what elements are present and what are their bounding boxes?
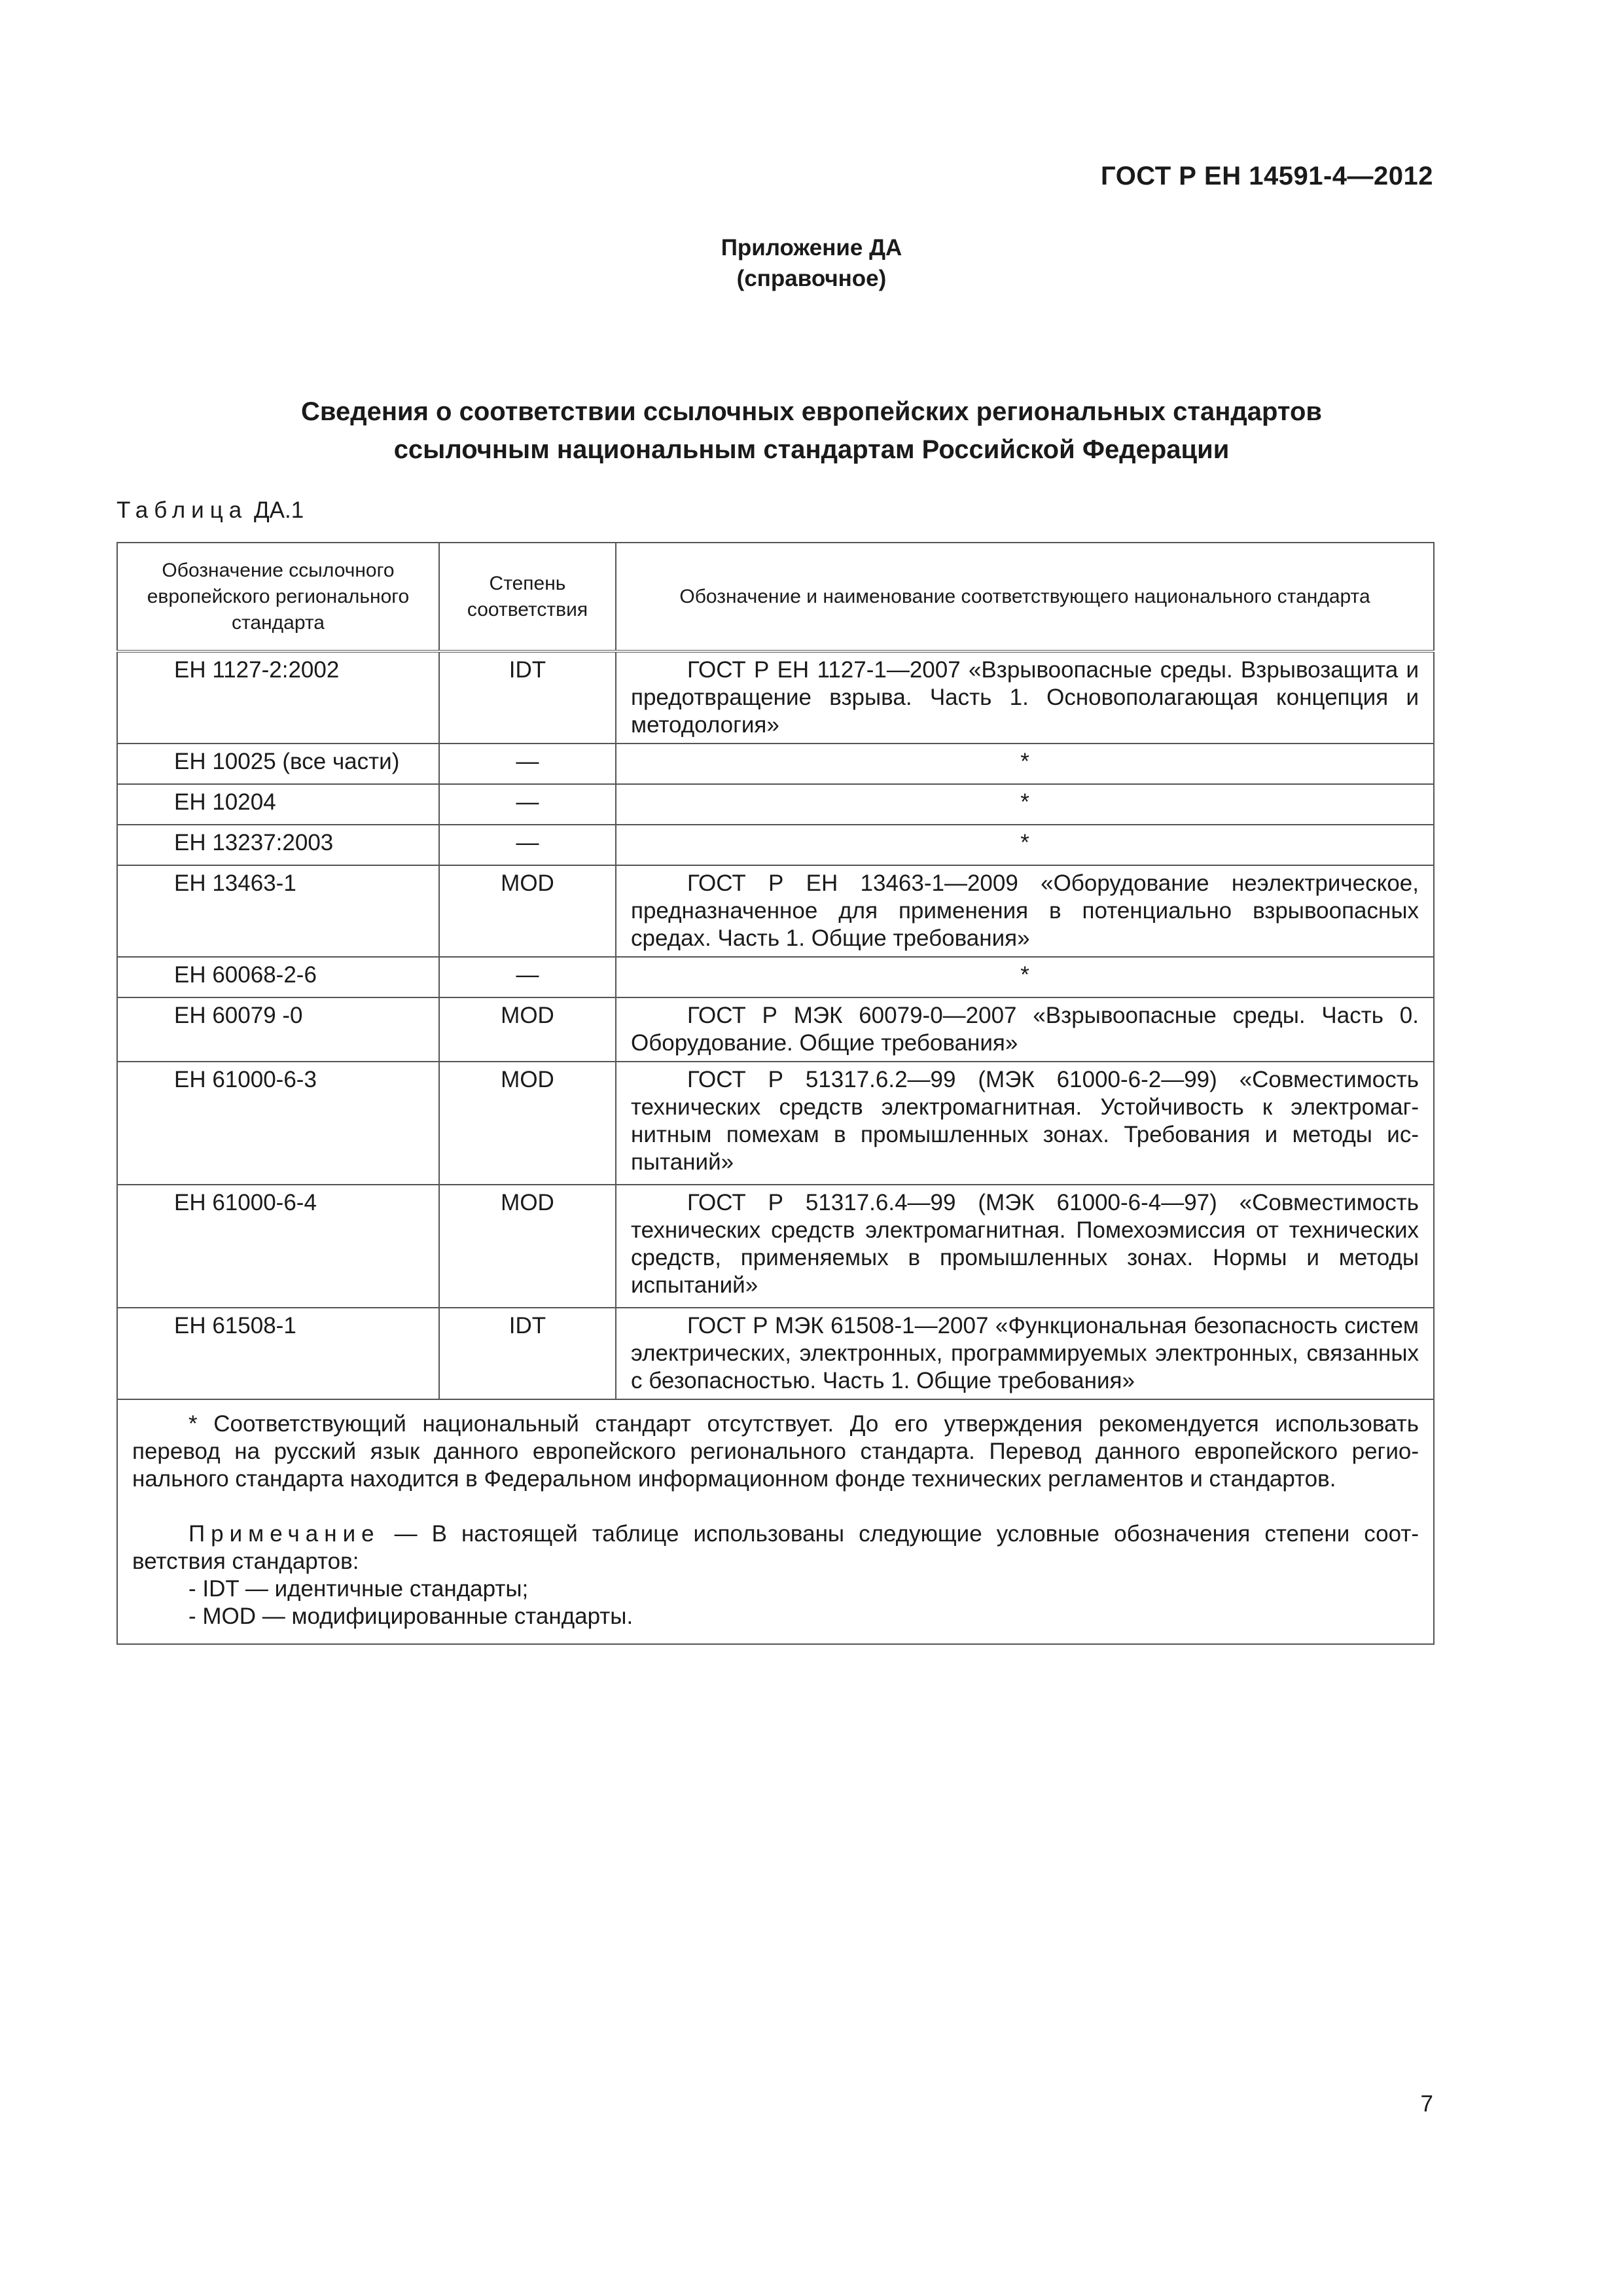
cell-national: [616, 865, 1434, 957]
cell-national: [616, 651, 1434, 744]
header-designation: Обозначение ссылочного европейского регионального стандарта: [117, 543, 439, 651]
table-label: [116, 497, 304, 524]
cell-degree: MOD: [439, 997, 616, 1062]
note: [132, 1520, 1419, 1575]
cell-designation: ЕН 10204: [117, 784, 439, 825]
cell-designation: ЕН 13237:2003: [117, 825, 439, 865]
header-degree: Степень соответствия: [439, 543, 616, 651]
main-title-line-1: Сведения о соответствии ссылочных европейских региональных стандартов: [301, 397, 1322, 426]
annex-subtitle: (справочное): [736, 266, 887, 291]
table-row: [117, 784, 1434, 825]
cell-national: *: [616, 825, 1434, 865]
cell-national: [616, 1185, 1434, 1308]
table-row: [117, 744, 1434, 784]
cell-designation: ЕН 60068-2-6: [117, 957, 439, 997]
cell-degree: MOD: [439, 865, 616, 957]
cell-national: *: [616, 957, 1434, 997]
cell-national-text: ГОСТ Р ЕН 1127-1—2007 «Взрывоопасные среды. Взрывозащита и предотвращение взрыва. Часть 1. Основополагающая концепция и методология»: [631, 657, 1419, 738]
cell-national: [616, 1308, 1434, 1399]
header-national-standard: Обозначение и наименование соответствующего национального стандарта: [616, 543, 1434, 651]
standards-table: [116, 542, 1435, 1645]
note-label: Примечание: [188, 1521, 380, 1547]
cell-national-text: ГОСТ Р МЭК 61508-1—2007 «Функциональная безопасность систем электрических, электронных, программируемых электронных, связанных с безопасностью. Часть 1. Общие требования»: [631, 1313, 1419, 1393]
cell-degree: MOD: [439, 1062, 616, 1185]
table-label-word: Таблица: [116, 497, 248, 523]
cell-degree: —: [439, 784, 616, 825]
main-title-line-2: ссылочным национальным стандартам Российской Федерации: [393, 435, 1230, 464]
cell-designation: ЕН 13463-1: [117, 865, 439, 957]
cell-designation: ЕН 61000-6-3: [117, 1062, 439, 1185]
cell-degree: —: [439, 957, 616, 997]
document-code: ГОСТ Р ЕН 14591-4—2012: [1101, 162, 1433, 190]
cell-national: *: [616, 744, 1434, 784]
table-row: [117, 825, 1434, 865]
cell-national-text: ГОСТ Р ЕН 13463-1—2009 «Оборудование неэлектрическое, предназначенное для применения в потенциально взрывоопасных средах. Часть 1. Общие требования»: [631, 870, 1419, 951]
note-text: — В настоящей таблице использованы следующие условные обозначения степени соответствия стандартов:: [132, 1521, 1419, 1574]
table-row: [117, 1308, 1434, 1399]
cell-degree: MOD: [439, 1185, 616, 1308]
table-row: [117, 1062, 1434, 1185]
cell-national-text: ГОСТ Р 51317.6.2—99 (МЭК 61000-6-2—99) «Совместимость технических средств электромагнитная. Устойчивость к электромагнитным помехам в промышленных зонах. Требования и методы испытаний»: [631, 1067, 1419, 1175]
cell-degree: IDT: [439, 1308, 616, 1399]
footnote-text: * Соответствующий национальный стандарт отсутствует. До его утверждения рекомендуется использовать перевод на русский язык данного европейского регионального стандарта. Перевод данного европейского регионального стандарта находится в Федеральном информационном фонде технических регламентов и стандартов.: [132, 1411, 1419, 1492]
main-title: [0, 393, 1623, 469]
cell-designation: ЕН 61000-6-4: [117, 1185, 439, 1308]
cell-designation: ЕН 10025 (все части): [117, 744, 439, 784]
cell-national-text: ГОСТ Р 51317.6.4—99 (МЭК 61000-6-4—97) «Совместимость технических средств электромагнитная. Помехоэмиссия от технических средств, применяемых в промышленных зонах. Нормы и методы испытаний»: [631, 1190, 1419, 1298]
note-item-mod: - MOD — модифицированные стандарты.: [188, 1604, 633, 1629]
note-item-idt: - IDT — идентичные стандарты;: [188, 1576, 529, 1602]
cell-designation: ЕН 60079 -0: [117, 997, 439, 1062]
cell-national: *: [616, 784, 1434, 825]
table-row: [117, 865, 1434, 957]
cell-designation: ЕН 1127-2:2002: [117, 651, 439, 744]
table-row: [117, 997, 1434, 1062]
page-number: 7: [1420, 2091, 1433, 2117]
annex-title: Приложение ДА: [721, 235, 902, 260]
table-footer-row: [117, 1399, 1434, 1644]
cell-national: [616, 997, 1434, 1062]
cell-degree: —: [439, 744, 616, 784]
table-footer: [117, 1399, 1434, 1644]
table-row: [117, 957, 1434, 997]
cell-designation: ЕН 61508-1: [117, 1308, 439, 1399]
table-header-row: [117, 543, 1434, 651]
footnote: [132, 1410, 1419, 1493]
table-row: [117, 1185, 1434, 1308]
cell-national-text: ГОСТ Р МЭК 60079-0—2007 «Взрывоопасные среды. Часть 0. Оборудование. Общие требования»: [631, 1003, 1419, 1056]
cell-degree: IDT: [439, 651, 616, 744]
table-row: [117, 651, 1434, 744]
annex-heading: [0, 232, 1623, 294]
cell-degree: —: [439, 825, 616, 865]
cell-national: [616, 1062, 1434, 1185]
table-label-number: ДА.1: [253, 497, 304, 523]
